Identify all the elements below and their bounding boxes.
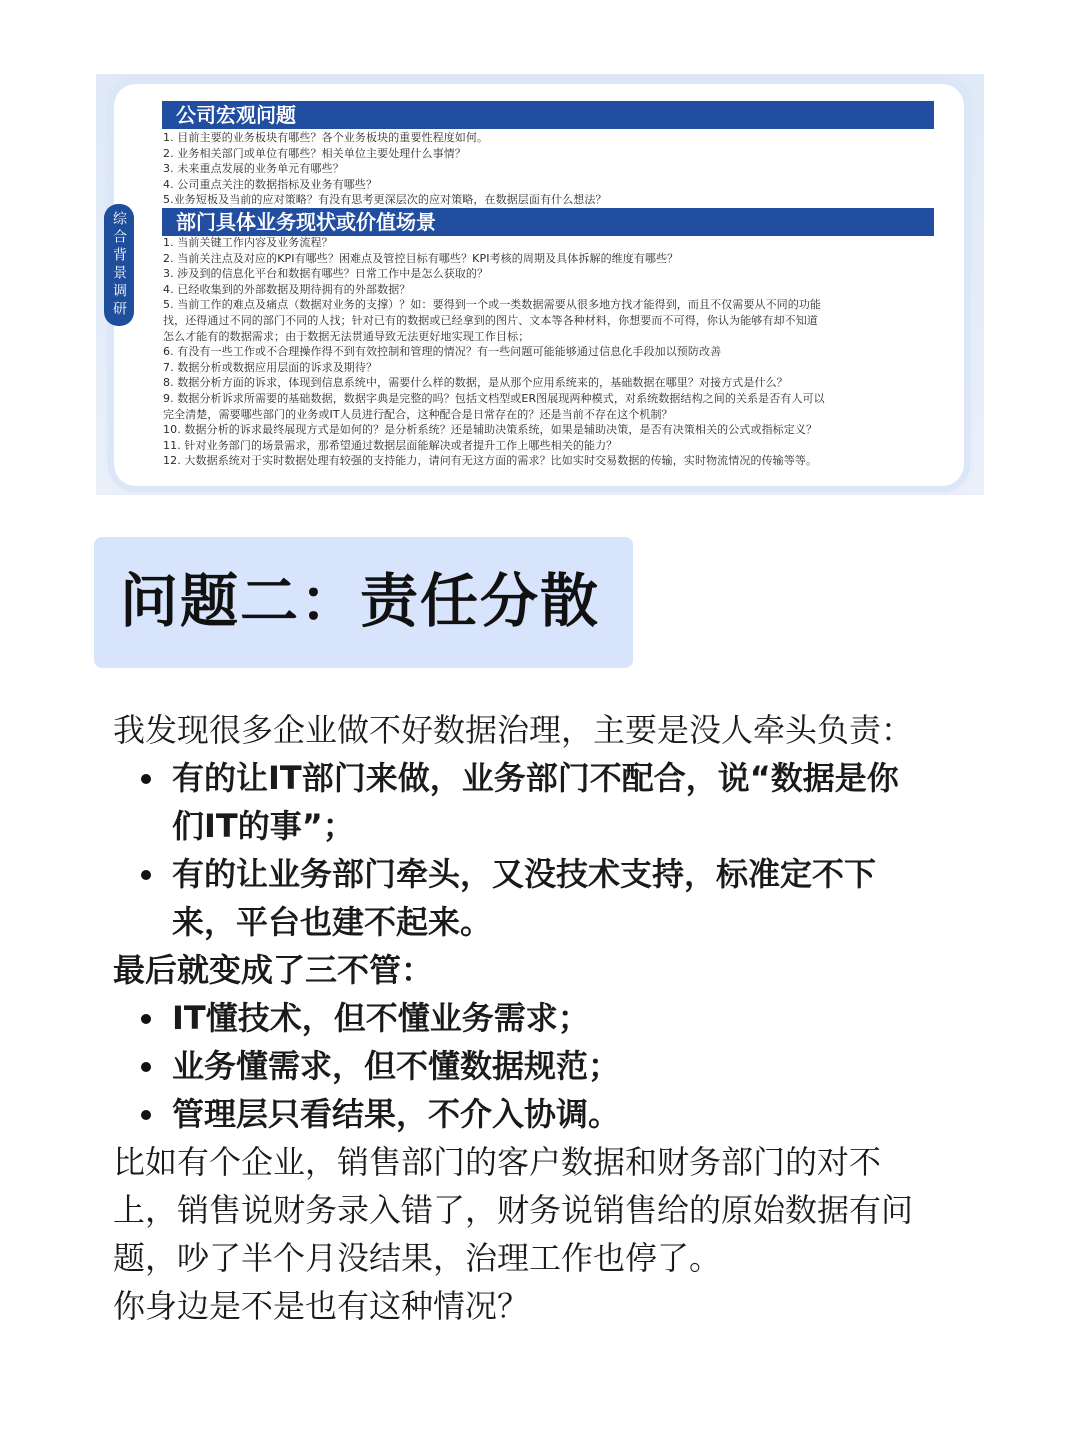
bullet-icon [141,1014,151,1024]
intro-paragraph: 我发现很多企业做不好数据治理，主要是没人牵头负责： [113,711,914,749]
list-item: 4. 公司重点关注的数据指标及业务有哪些？ [163,177,378,191]
company-question-list [163,130,935,208]
list-item: 2. 当前关注点及对应的KPI有哪些？困难点及管控目标有哪些？KPI考核的周期及具体拆解的维度有哪些？ [163,251,679,265]
list-item: 有的让业务部门牵头，又没技术支持，标准定不下 来，平台也建不起来。 [113,850,993,946]
section-title-department: 部门具体业务现状或价值场景 [162,208,934,236]
list-item: 怎么才能有的数据需求；由于数据无法贯通导致无法更好地实现工作目标； [163,329,530,343]
three-no-care-list [113,994,993,1138]
list-item: 5.业务短板及当前的应对策略？有没有思考更深层次的应对策略，在数据层面有什么想法？ [163,193,607,207]
list-item: 7. 数据分析或数据应用层面的诉求及期待？ [163,360,378,374]
bullet-icon [141,1110,151,1120]
list-item: 3. 涉及到的信息化平台和数据有哪些？日常工作中是怎么获取的？ [163,267,489,281]
list-item: 5. 当前工作的难点及痛点（数据对业务的支撑）？如：要得到一个或一类数据需要从很多地方找才能得到，而且不仅需要从不同的功能 [163,298,822,312]
list-item: 管理层只看结果，不介入协调。 [113,1090,993,1138]
page-title: 问题二：责任分散 [120,567,601,635]
responsibility-list [113,754,993,946]
bullet-icon [141,870,151,880]
bullet-icon [141,1062,151,1072]
example-line: 题，吵了半个月没结果，治理工作也停了。 [113,1239,722,1277]
list-item: 8. 数据分析方面的诉求，体现到信息系统中，需要什么样的数据，是从那个应用系统来的，基础数据在哪里？对接方式是什么？ [163,376,788,390]
side-tab [104,204,134,326]
list-item: IT懂技术，但不懂业务需求； [113,994,993,1042]
list-item: 1. 当前关键工作内容及业务流程？ [163,236,333,249]
list-item: 12. 大数据系统对于实时数据处理有较强的支持能力，请问有无这方面的需求？比如实时交易数据的传输，实时物流情况的传输等等。 [163,454,818,468]
department-question-list [163,235,935,469]
list-item: 4. 已经收集到的外部数据及期待拥有的外部数据？ [163,282,411,296]
list-item: 2. 业务相关部门或单位有哪些？相关单位主要处理什么事情？ [163,146,466,160]
list-item: 6. 有没有一些工作或不合理操作得不到有效控制和管理的情况？有一些问题可能能够通过信息化手段加以预防改善 [163,345,722,359]
list-item: 9. 数据分析诉求所需要的基础数据，数据字典是完整的吗？包括文档型或ER图展现两种模式，对系统数据结构之间的关系是否有人可以 [163,391,825,405]
list-item: 1. 目前主要的业务板块有哪些？各个业务板块的重要性程度如何。 [163,131,489,144]
list-item: 业务懂需求，但不懂数据规范； [113,1042,993,1090]
closing-question: 你身边是不是也有这种情况？ [113,1287,530,1325]
list-item: 10. 数据分析的诉求最终展现方式是如何的？是分析系统？还是辅助决策系统，如果是辅助决策，是否有决策相关的公式或指标定义？ [163,423,818,437]
side-tab-label: 综合背景调研 [111,211,127,319]
list-item: 有的让IT部门来做，业务部门不配合，说“数据是你 们IT的事”； [113,754,993,850]
article-body [113,706,993,1330]
example-line: 比如有个企业，销售部门的客户数据和财务部门的对不 [113,1143,882,1181]
list-item: 完全清楚，需要哪些部门的业务或IT人员进行配合，这种配合是日常存在的？还是当前不存在这个机制？ [163,407,673,421]
bullet-icon [141,774,151,784]
list-item: 3. 未来重点发展的业务单元有哪些？ [163,162,344,176]
sub-heading: 最后就变成了三不管： [113,951,434,989]
example-line: 上，销售说财务录入错了，财务说销售给的原始数据有问 [113,1191,914,1229]
headline-box [94,537,633,668]
list-item: 找，还得通过不同的部门不同的人找；针对已有的数据或已经拿到的图片、文本等各种材料，你想要而不可得，你认为能够有却不知道 [163,313,818,327]
section-title-company: 公司宏观问题 [162,101,934,129]
list-item: 11. 针对业务部门的场景需求，那希望通过数据层面能解决或者提升工作上哪些相关的能力？ [163,438,618,452]
